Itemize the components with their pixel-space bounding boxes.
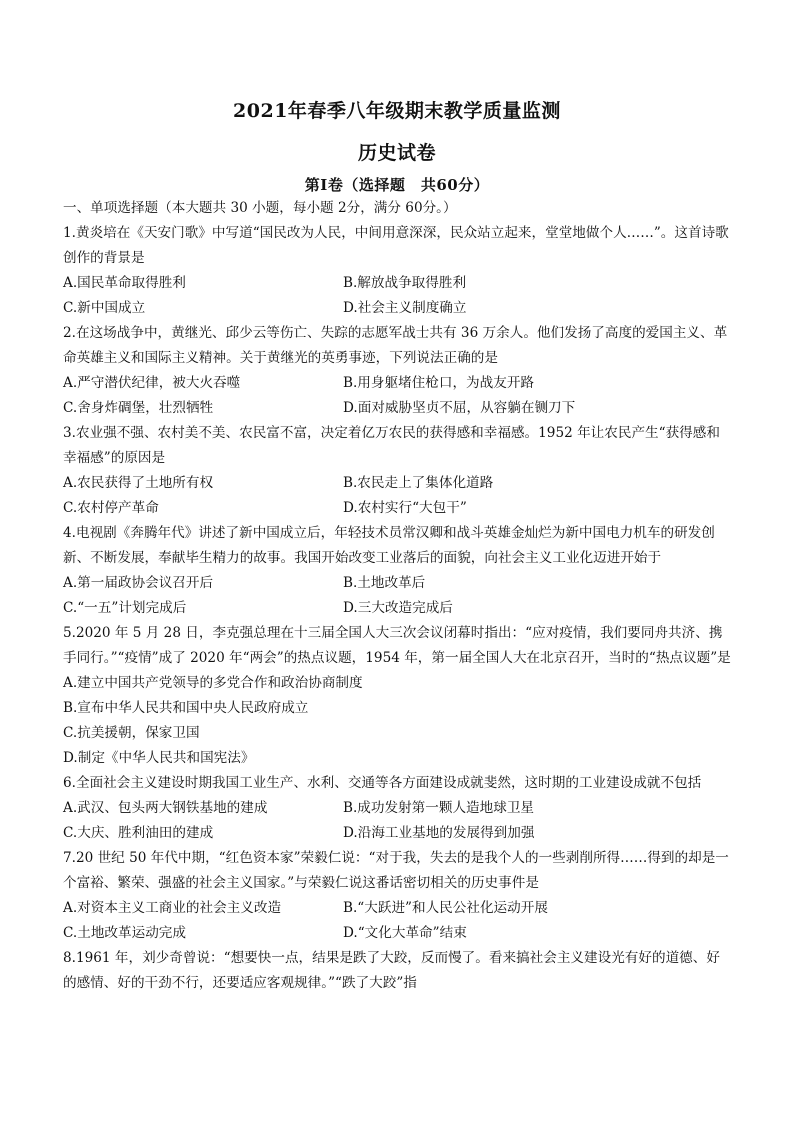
question-2-options <box>63 371 733 396</box>
question-1-options <box>63 271 733 296</box>
question-4-options-2 <box>63 596 733 621</box>
option-d: D.面对威胁坚贞不屈，从容躺在铡刀下 <box>343 400 576 416</box>
option-a: A.农民获得了土地所有权 <box>63 475 214 491</box>
question-6-stem: 6.全面社会主义建设时期我国工业生产、水利、交通等各方面建设成就斐然，这时期的工业建设成就不包括 <box>63 775 702 791</box>
option-a: A.第一届政协会议召开后 <box>63 575 214 591</box>
option-a: A.国民革命取得胜利 <box>63 275 186 291</box>
option-d: D.三大改造完成后 <box>343 600 453 616</box>
question-6-options <box>63 796 733 821</box>
option-b: B.“大跃进”和人民公社化运动开展 <box>343 900 548 916</box>
question-7-options-2 <box>63 921 733 946</box>
option-d: D.沿海工业基地的发展得到加强 <box>343 825 535 841</box>
question-5-stem: 5.2020 年 5 月 28 日，李克强总理在十三届全国人大三次会议闭幕时指出：“应对疫情，我们要同舟共济、携手同行。”“疫情”成了 2020 年“两会”的热点议题，1954 年，第一届全国人大在北京召开，当时的“热点议题”是 <box>63 625 731 666</box>
option-a: A.建立中国共产党领导的多党合作和政治协商制度 <box>63 675 363 691</box>
option-a: A.武汉、包头两大钢铁基地的建成 <box>63 800 268 816</box>
option-c: C.土地改革运动完成 <box>63 925 186 941</box>
exam-subject: 历史试卷 <box>357 142 436 164</box>
exam-title: 2021年春季八年级期末教学质量监测 <box>233 100 561 122</box>
option-a: A.对资本主义工商业的社会主义改造 <box>63 900 282 916</box>
option-b: B.农民走上了集体化道路 <box>343 475 494 491</box>
question-4-options <box>63 571 733 596</box>
exam-part-title: 第I卷（选择题 共60分） <box>304 176 490 194</box>
option-d: D.社会主义制度确立 <box>343 300 467 316</box>
section-heading: 一、单项选择题（本大题共 30 小题，每小题 2分，满分 60分。） <box>63 200 457 216</box>
exam-content <box>63 196 733 996</box>
option-b: B.土地改革后 <box>343 575 426 591</box>
option-c: C.“一五”计划完成后 <box>63 600 187 616</box>
question-1-options-2 <box>63 296 733 321</box>
question-3-options <box>63 471 733 496</box>
question-1-stem: 1.黄炎培在《天安门歌》中写道“国民改为人民，中间用意深深，民众站立起来，堂堂地做个人……”。这首诗歌创作的背景是 <box>63 225 729 266</box>
question-5-option-c <box>63 721 733 746</box>
option-d: D.农村实行“大包干” <box>343 500 467 516</box>
question-4-stem: 4.电视剧《奔腾年代》讲述了新中国成立后，年轻技术员常汉卿和战斗英雄金灿烂为新中国电力机车的研发创新、不断发展，奉献毕生精力的故事。我国开始改变工业落后的面貌，向社会主义工业化迈进开始于 <box>63 525 715 566</box>
option-d: D.“文化大革命”结束 <box>343 925 467 941</box>
question-5-option-d <box>63 746 733 771</box>
question-7-stem: 7.20 世纪 50 年代中期，“红色资本家”荣毅仁说：“对于我，失去的是我个人的一些剥削所得……得到的却是一个富裕、繁荣、强盛的社会主义国家。”与荣毅仁说这番话密切相关的历史事件是 <box>63 850 729 891</box>
option-c: C.新中国成立 <box>63 300 146 316</box>
question-5-option-b <box>63 696 733 721</box>
option-c: C.舍身炸碉堡，壮烈牺牲 <box>63 400 214 416</box>
question-3-stem: 3.农业强不强、农村美不美、农民富不富，决定着亿万农民的获得感和幸福感。1952 年让农民产生“获得感和幸福感”的原因是 <box>63 425 720 466</box>
question-6-options-2 <box>63 821 733 846</box>
option-c: C.农村停产革命 <box>63 500 159 516</box>
option-b: B.解放战争取得胜利 <box>343 275 467 291</box>
option-d: D.制定《中华人民共和国宪法》 <box>63 750 255 766</box>
option-c: C.大庆、胜利油田的建成 <box>63 825 214 841</box>
question-7-options <box>63 896 733 921</box>
option-a: A.严守潜伏纪律，被大火吞噬 <box>63 375 241 391</box>
option-b: B.宣布中华人民共和国中央人民政府成立 <box>63 700 309 716</box>
question-2-stem: 2.在这场战争中，黄继光、邱少云等伤亡、失踪的志愿军战士共有 36 万余人。他们发扬了高度的爱国主义、革命英雄主义和国际主义精神。关于黄继光的英勇事迹，下列说法正确的是 <box>63 325 728 366</box>
question-8-stem: 8.1961 年，刘少奇曾说：“想要快一点，结果是跌了大跤，反而慢了。看来搞社会主义建设光有好的道德、好的感情、好的干劲不行，还要适应客观规律。”“跌了大跤”指 <box>63 950 720 991</box>
option-b: B.用身躯堵住枪口，为战友开路 <box>343 375 535 391</box>
option-b: B.成功发射第一颗人造地球卫星 <box>343 800 535 816</box>
option-c: C.抗美援朝，保家卫国 <box>63 725 200 741</box>
question-3-options-2 <box>63 496 733 521</box>
question-2-options-2 <box>63 396 733 421</box>
question-5-option-a <box>63 671 733 696</box>
